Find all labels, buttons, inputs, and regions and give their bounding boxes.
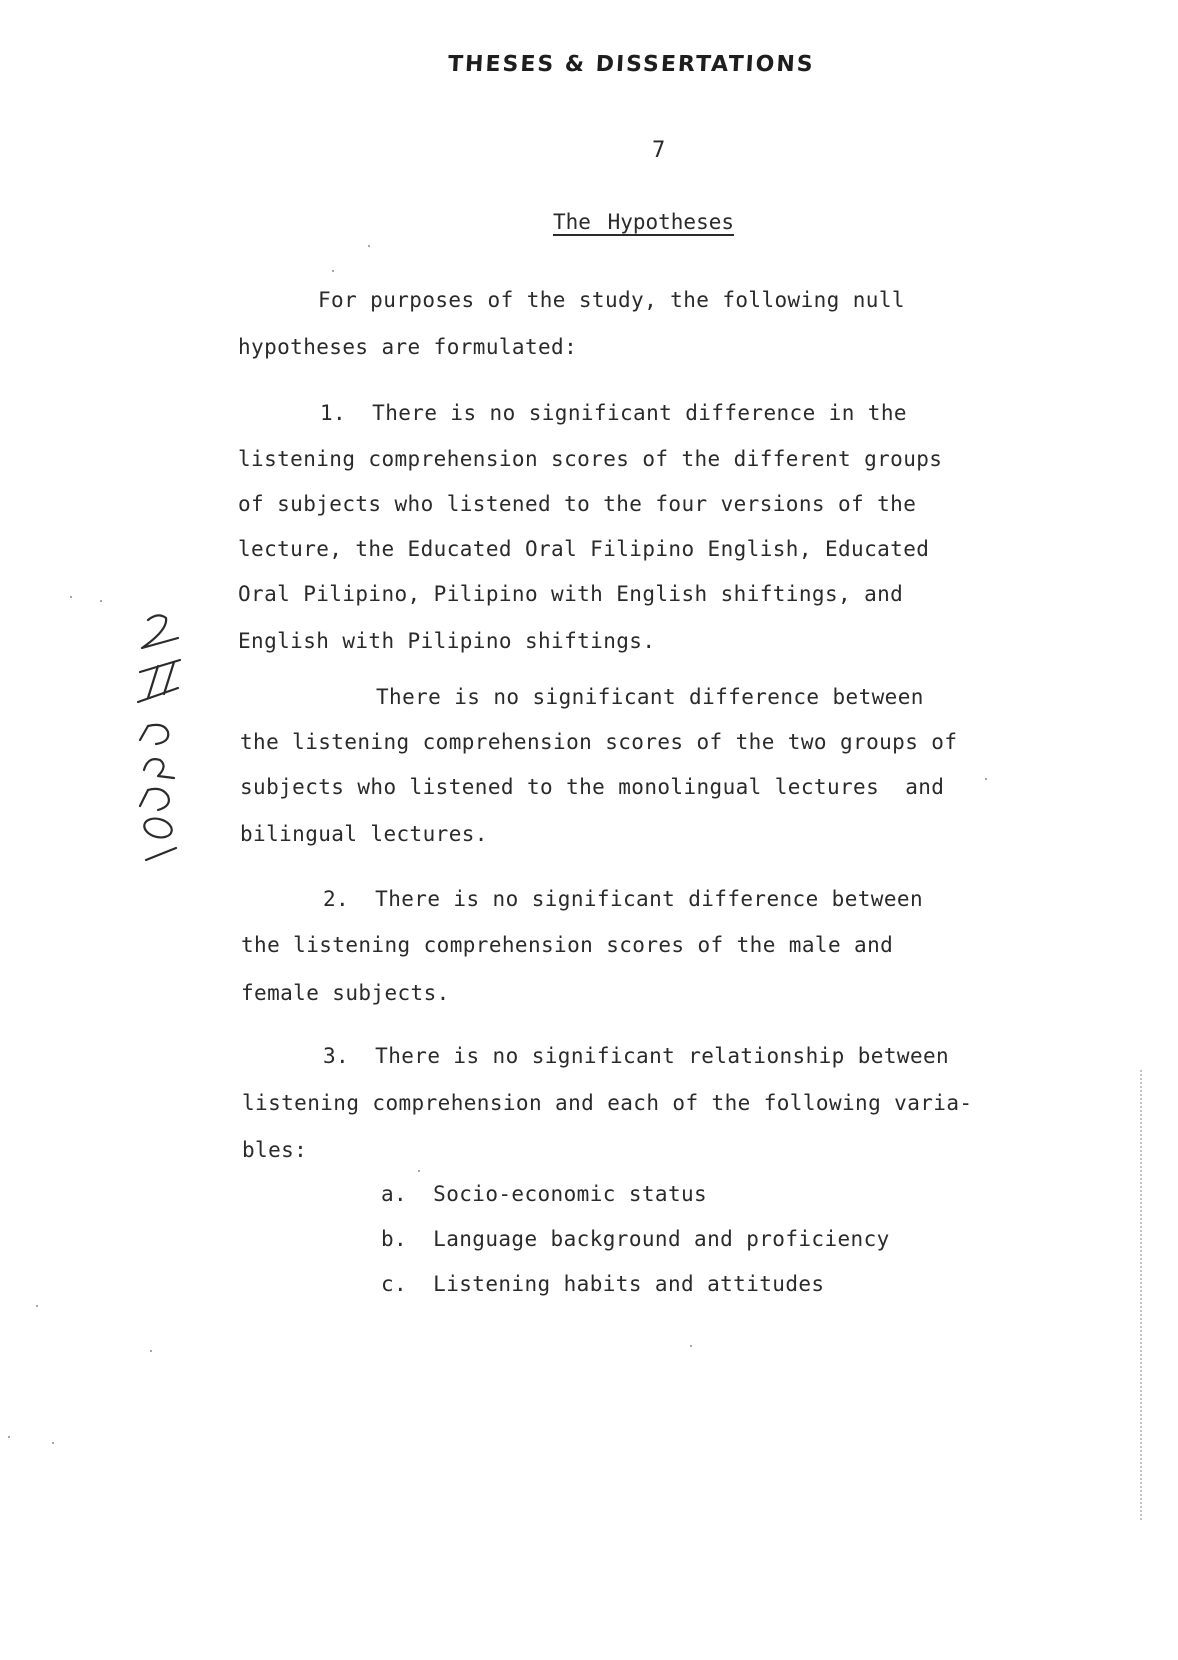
hypothesis-1-line: English with Pilipino shiftings. [238,629,656,653]
hypothesis-1-line: listening comprehension scores of the different groups [238,447,943,471]
scan-speck [150,1350,152,1352]
hypothesis-1-line: Oral Pilipino, Pilipino with English shiftings, and [238,582,904,606]
variable-list-item: c. Listening habits and attitudes [381,1272,825,1296]
section-heading: The Hypotheses [553,210,735,234]
hypothesis-1b-line: subjects who listened to the monolingual lectures and [240,775,945,799]
hypothesis-3-line: 3. There is no significant relationship between [323,1044,950,1068]
scan-speck [690,1345,692,1347]
scan-speck [8,1436,10,1438]
scan-speck [100,600,102,602]
scan-speck [418,1170,420,1172]
page-number: 7 [652,138,666,163]
scan-speck [70,596,72,598]
scan-edge-artifact [1140,1070,1146,1520]
handwritten-margin-note [118,610,208,870]
body-line: For purposes of the study, the following null [318,288,905,312]
archive-stamp: THESES & DISSERTATIONS [447,52,816,77]
scan-speck [332,270,334,272]
scan-speck [368,245,370,247]
variable-list-item: a. Socio-economic status [381,1182,708,1206]
variable-list-item: b. Language background and proficiency [381,1227,890,1251]
hypothesis-3-line: listening comprehension and each of the following varia- [242,1091,973,1115]
hypothesis-1b-line: bilingual lectures. [240,822,488,846]
hypothesis-1-line: lecture, the Educated Oral Filipino English, Educated [238,537,930,561]
scan-speck [36,1305,38,1307]
scan-speck [52,1442,54,1444]
hypothesis-1-line: of subjects who listened to the four versions of the [238,492,917,516]
scan-speck [985,778,987,780]
hypothesis-1b-line: the listening comprehension scores of the two groups of [240,730,958,754]
body-line: hypotheses are formulated: [238,335,578,359]
hypothesis-1-line: 1. There is no significant difference in the [320,401,907,425]
hypothesis-2-line: the listening comprehension scores of the male and [241,933,894,957]
hypothesis-2-line: 2. There is no significant difference between [323,887,923,911]
hypothesis-1b-line: There is no significant difference between [376,685,924,709]
hypothesis-3-line: bles: [242,1138,308,1162]
hypothesis-2-line: female subjects. [241,981,450,1005]
